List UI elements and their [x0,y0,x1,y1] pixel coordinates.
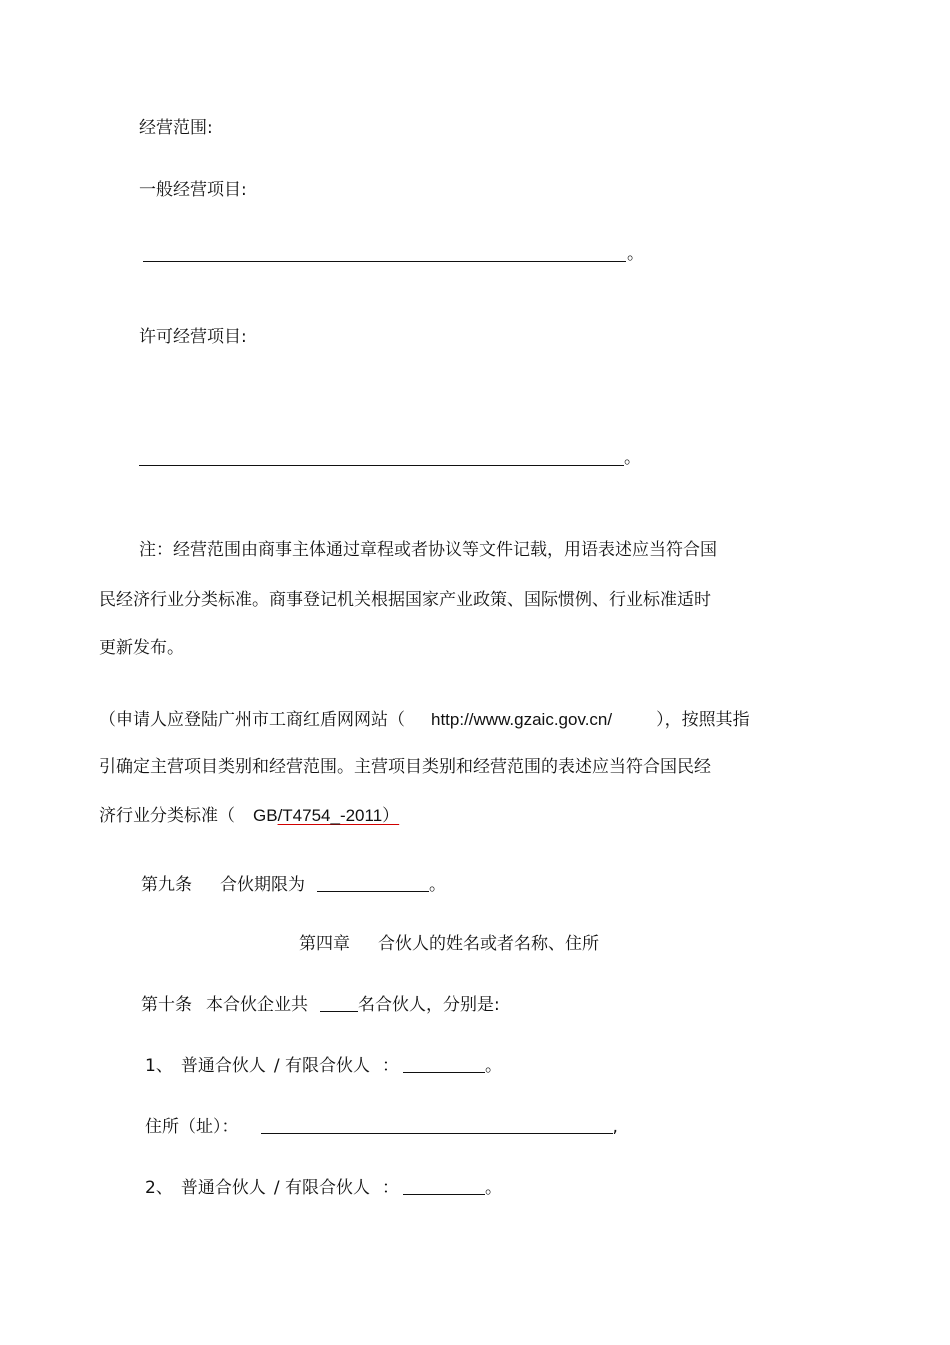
partner-1-end: 。 [484,1056,502,1076]
licensed-items-blank[interactable] [139,465,624,466]
general-items-end-mark: 。 [627,244,644,264]
licensed-items-label: 许可经营项目: [139,327,247,347]
partner-1-address-line [145,1119,618,1136]
partner-1-line [145,1058,502,1075]
guide-line-1-before: （申请人应登陆广州市工商红盾网网站（ [99,710,405,730]
licensed-items-end-mark: 。 [624,448,641,468]
partner-1-name-blank[interactable] [403,1072,485,1073]
partner-count-blank[interactable] [320,1011,358,1012]
partner-1-limited-label: / 有限合伙人 [273,1056,370,1076]
partner-2-limited-label: / 有限合伙人 [273,1178,370,1198]
partner-2-index: 2、 [145,1178,173,1198]
article-9-end: 。 [429,875,446,895]
note-line-3: 更新发布。 [99,638,184,658]
guide-line-1-after: ），按照其指 [656,710,750,730]
general-items-label: 一般经营项目: [139,180,247,200]
article-10-text-after: 名合伙人，分别是: [358,995,500,1015]
partner-2-colon: ： [381,1178,399,1198]
partner-2-general-label: 普通合伙人 [180,1178,266,1198]
chapter-4-number: 第四章 [299,934,350,954]
standard-code-prefix: GB [253,806,278,825]
guide-line-3 [99,807,399,825]
article-10 [141,997,500,1014]
article-9 [141,877,446,894]
address-label: 住所（址）： [145,1117,239,1137]
partner-1-general-label: 普通合伙人 [180,1056,266,1076]
partner-2-name-blank[interactable] [403,1194,485,1195]
article-9-text: 合伙期限为 [220,875,305,895]
standard-code-suffix: /T4754_-2011） [277,806,400,825]
address-blank[interactable] [261,1133,613,1134]
guide-line-1 [99,711,750,729]
article-10-text-before: 本合伙企业共 [206,995,308,1015]
partner-2-line [145,1180,502,1197]
general-items-blank[interactable] [143,261,626,262]
article-10-number: 第十条 [141,995,192,1015]
gzaic-url[interactable]: http://www.gzaic.gov.cn/ [431,710,613,729]
guide-line-2: 引确定主营项目类别和经营范围。主营项目类别和经营范围的表述应当符合国民经 [99,757,711,777]
address-end: , [612,1117,618,1137]
business-scope-heading: 经营范围: [139,118,213,138]
note-line-1: 注：经营范围由商事主体通过章程或者协议等文件记载，用语表述应当符合国 [139,540,717,560]
note-line-2: 民经济行业分类标准。商事登记机关根据国家产业政策、国际惯例、行业标准适时 [99,590,711,610]
partner-2-end: 。 [484,1178,502,1198]
article-9-number: 第九条 [141,875,192,895]
partnership-term-blank[interactable] [317,891,429,892]
chapter-4-title: 合伙人的姓名或者名称、住所 [378,934,599,954]
guide-line-3-before: 济行业分类标准（ [99,806,235,826]
chapter-4-heading [299,936,599,953]
partner-1-index: 1、 [145,1056,173,1076]
partner-1-colon: ： [381,1056,399,1076]
